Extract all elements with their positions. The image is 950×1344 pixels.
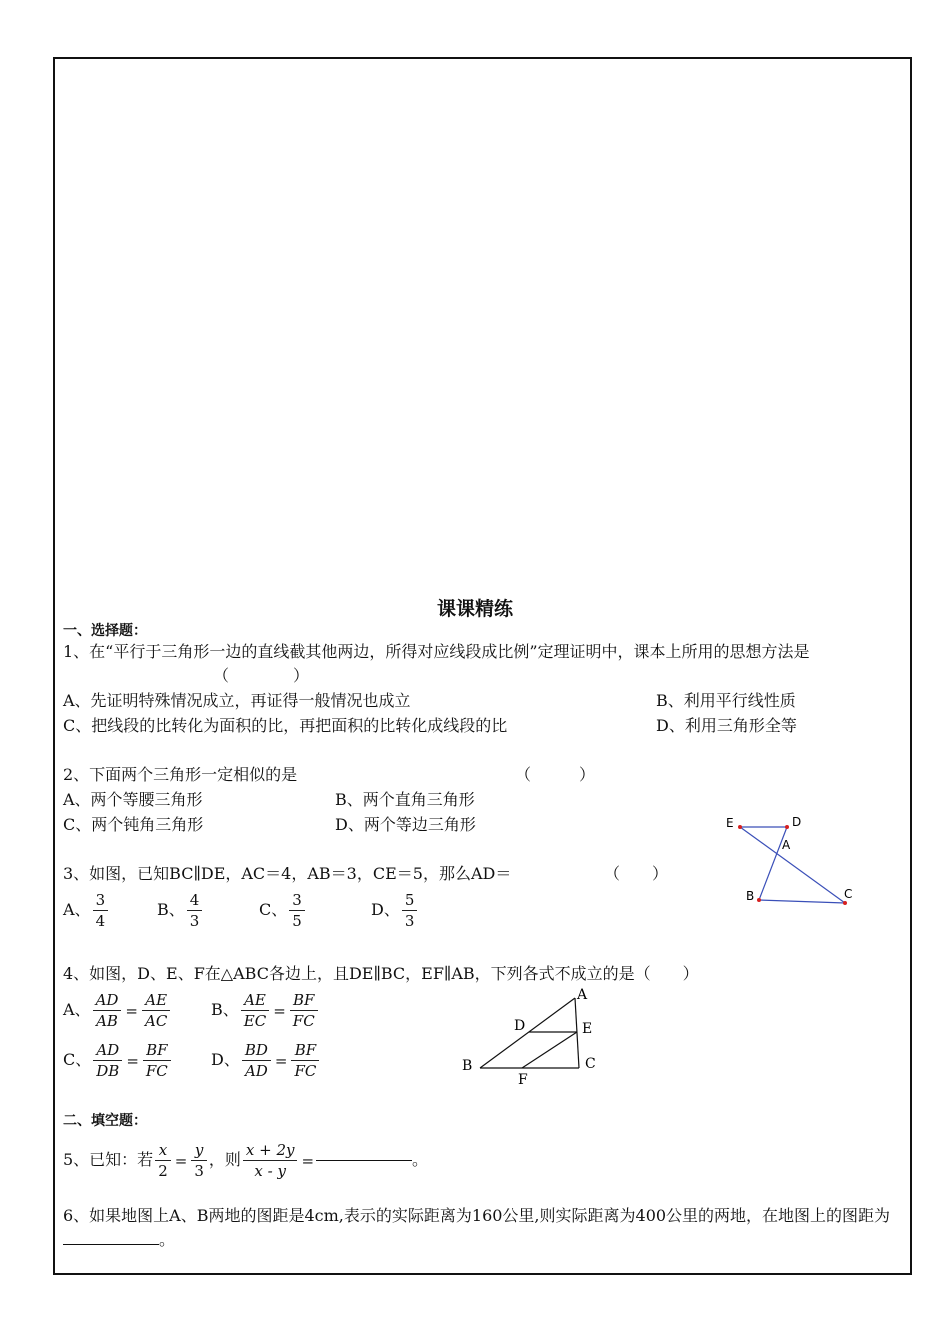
point-e (738, 825, 742, 829)
q2-option-c: C、两个钝角三角形 (63, 815, 204, 834)
label-a: A (577, 987, 588, 1003)
q2-option-d: D、两个等边三角形 (335, 815, 476, 834)
q1-answer-paren: （ ） (213, 666, 310, 685)
q3-option-a: A、 $\frac{3}{4}$ (63, 890, 110, 931)
q3-figure (718, 810, 863, 910)
q4-figure (455, 982, 605, 1087)
label-e: E (726, 816, 734, 830)
q3-a-numerator: 3 (93, 890, 109, 911)
q3-option-c: C、 $\frac{3}{5}$ (259, 890, 307, 931)
q3-d-denominator: 3 (404, 912, 415, 930)
q2-answer-paren: （ ） (515, 765, 596, 784)
section-multiple-choice: 一、选择题： (63, 623, 147, 639)
q4-option-c: C、 $\frac{AD}{DB}$ = $\frac{BF}{FC}$ (63, 1040, 173, 1081)
label-c: C (585, 1056, 596, 1072)
label-d: D (792, 815, 802, 829)
q1-stem: 1、在“平行于三角形一边的直线截其他两边，所得对应线段成比例”定理证明中，课本上所用的思想方法是 (63, 642, 810, 661)
q3-answer-paren: （ ） (604, 864, 669, 883)
label-c: C (844, 887, 853, 901)
label-b: B (746, 889, 755, 903)
label-b: B (462, 1058, 473, 1074)
q1-option-d: D、利用三角形全等 (656, 716, 797, 735)
segment-ef (522, 1032, 577, 1068)
q6-text: 6、如果地图上A、B两地的图距是4cm,表示的实际距离为160公里,则实际距离为400公里的两地，在地图上的图距为 (63, 1206, 891, 1225)
label-a: A (782, 838, 791, 852)
point-d (785, 825, 789, 829)
question-5: 5、已知：若 $\frac{x}{2}$ = $\frac{y}{3}$ ，则 $\frac{x + 2y}{x - y}$ = 。 (63, 1141, 429, 1180)
question-1 (63, 640, 908, 688)
point-c (843, 901, 847, 905)
q4-option-d: D、 $\frac{BD}{AD}$ = $\frac{BF}{FC}$ (211, 1040, 321, 1081)
q3-c-numerator: 3 (289, 890, 305, 911)
q3-b-denominator: 3 (189, 912, 200, 930)
q1-option-b: B、利用平行线性质 (656, 691, 796, 710)
q2-option-b: B、两个直角三角形 (335, 790, 475, 809)
q3-b-numerator: 4 (187, 890, 203, 911)
section-fill-in: 二、填空题： (63, 1113, 147, 1129)
label-d: D (514, 1018, 526, 1034)
q4-stem: 4、如图，D、E、F在△ABC各边上，且DE∥BC，EF∥AB，下列各式不成立的是（ ） (63, 964, 699, 983)
q3-option-d: D、 $\frac{5}{3}$ (371, 890, 419, 931)
q4-option-b: B、 $\frac{AE}{EC}$ = $\frac{BF}{FC}$ (211, 990, 320, 1031)
q3-a-denominator: 4 (95, 912, 106, 930)
segment-ec (740, 827, 845, 903)
q2-option-a: A、两个等腰三角形 (63, 790, 203, 809)
q4-option-a: A、 $\frac{AD}{AB}$ = $\frac{AE}{AC}$ (63, 990, 172, 1031)
point-b (757, 898, 761, 902)
q1-option-a: A、先证明特殊情况成立，再证得一般情况也成立 (63, 691, 411, 710)
page-title: 课课精练 (436, 598, 513, 620)
q5-answer-blank[interactable] (316, 1160, 412, 1161)
label-e: E (582, 1021, 593, 1037)
q1-option-c: C、把线段的比转化为面积的比，再把面积的比转化成线段的比 (63, 716, 508, 735)
segment-ab (480, 998, 575, 1068)
q3-d-numerator: 5 (402, 890, 418, 911)
q3-stem: 3、如图，已知BC∥DE，AC＝4，AB＝3，CE＝5，那么AD＝ (63, 864, 512, 883)
q2-stem: 2、下面两个三角形一定相似的是 (63, 765, 298, 784)
q6-answer-blank[interactable] (63, 1228, 159, 1245)
q3-option-b: B、 $\frac{4}{3}$ (157, 890, 204, 931)
question-6: 6、如果地图上A、B两地的图距是4cm,表示的实际距离为160公里,则实际距离为400公里的两地，在地图上的图距为。 (63, 1206, 891, 1249)
segment-bc (759, 900, 845, 903)
q3-c-denominator: 5 (292, 912, 302, 930)
label-f: F (518, 1072, 528, 1087)
